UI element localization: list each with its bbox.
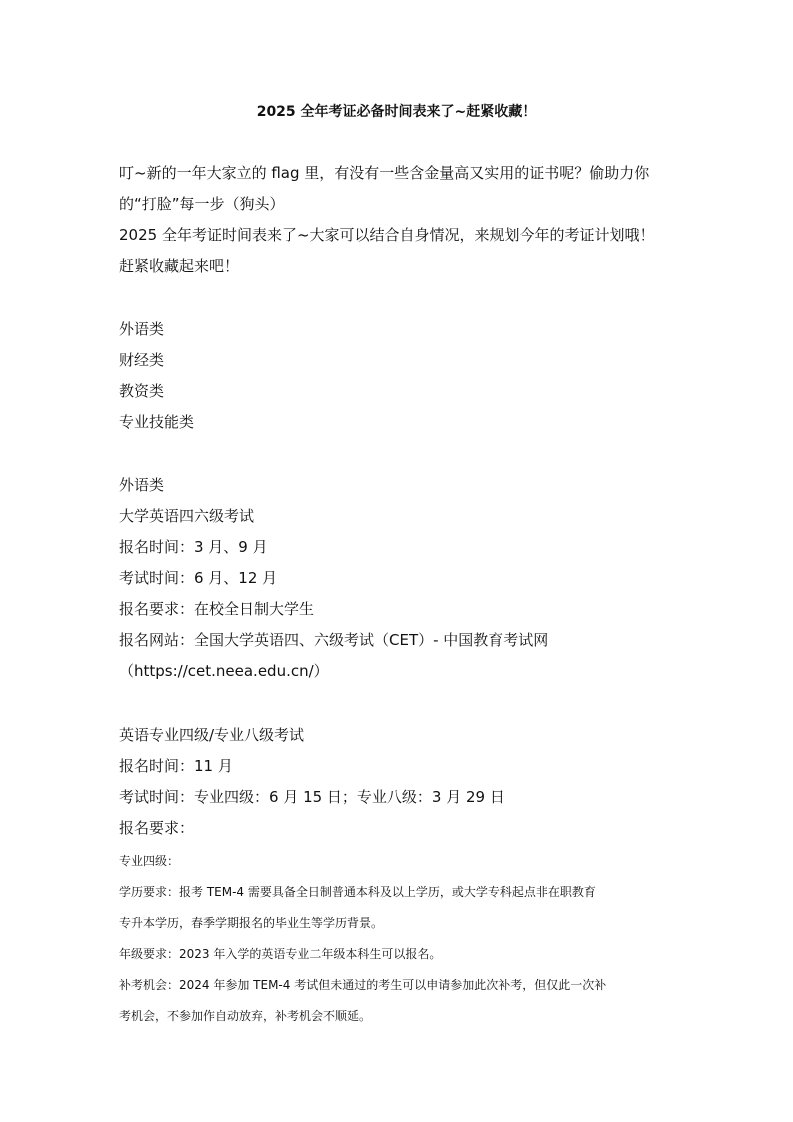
signup-requirement-label: 报名要求： [119, 819, 195, 837]
education-requirement-line: 专升本学历，春季学期报名的毕业生等学历背景。 [119, 916, 384, 930]
section-cet [119, 470, 679, 687]
signup-requirement: 报名要求：在校全日制大学生 [119, 600, 315, 618]
signup-website-url: （https://cet.neea.edu.cn/） [119, 662, 329, 680]
intro-paragraph [119, 158, 679, 282]
exam-time: 考试时间：6 月、12 月 [119, 569, 278, 587]
intro-line: 叮~新的一年大家立的 flag 里，有没有一些含金量高又实用的证书呢？偷助力你 [119, 164, 650, 182]
grade-requirement: 年级要求：2023 年入学的英语专业二年级本科生可以报名。 [119, 947, 442, 961]
intro-line: 的“打脸”每一步（狗头） [119, 195, 285, 213]
education-requirement-line: 学历要求：报考 TEM-4 需要具备全日制普通本科及以上学历，或大学专科起点非在职教育 [119, 885, 596, 899]
tem4-requirements [119, 846, 689, 1032]
retake-opportunity-line: 考机会，不参加作自动放弃，补考机会不顺延。 [119, 1009, 372, 1023]
intro-line: 赶紧收藏起来吧！ [119, 257, 240, 275]
exam-name: 大学英语四六级考试 [119, 507, 255, 525]
category-item-professional-skills: 专业技能类 [119, 413, 195, 431]
category-item-finance: 财经类 [119, 351, 165, 369]
category-item-foreign-language: 外语类 [119, 320, 165, 338]
signup-time: 报名时间：11 月 [119, 757, 233, 775]
section-category-heading: 外语类 [119, 476, 165, 494]
document-title: 2025 全年考证必备时间表来了~赶紧收藏！ [256, 104, 537, 120]
tem4-label: 专业四级： [119, 854, 180, 868]
signup-time: 报名时间：3 月、9 月 [119, 538, 268, 556]
signup-website: 报名网站：全国大学英语四、六级考试（CET）- 中国教育考试网 [119, 631, 549, 649]
retake-opportunity-line: 补考机会：2024 年参加 TEM-4 考试但未通过的考生可以申请参加此次补考，但仅此一次补 [119, 978, 607, 992]
category-item-teacher-qualification: 教资类 [119, 382, 165, 400]
exam-time: 考试时间：专业四级：6 月 15 日；专业八级：3 月 29 日 [119, 788, 505, 806]
section-tem [119, 720, 679, 844]
exam-name: 英语专业四级/专业八级考试 [119, 726, 305, 744]
intro-line: 2025 全年考证时间表来了~大家可以结合自身情况，来规划今年的考证计划哦！ [119, 226, 655, 244]
category-list [119, 314, 679, 438]
